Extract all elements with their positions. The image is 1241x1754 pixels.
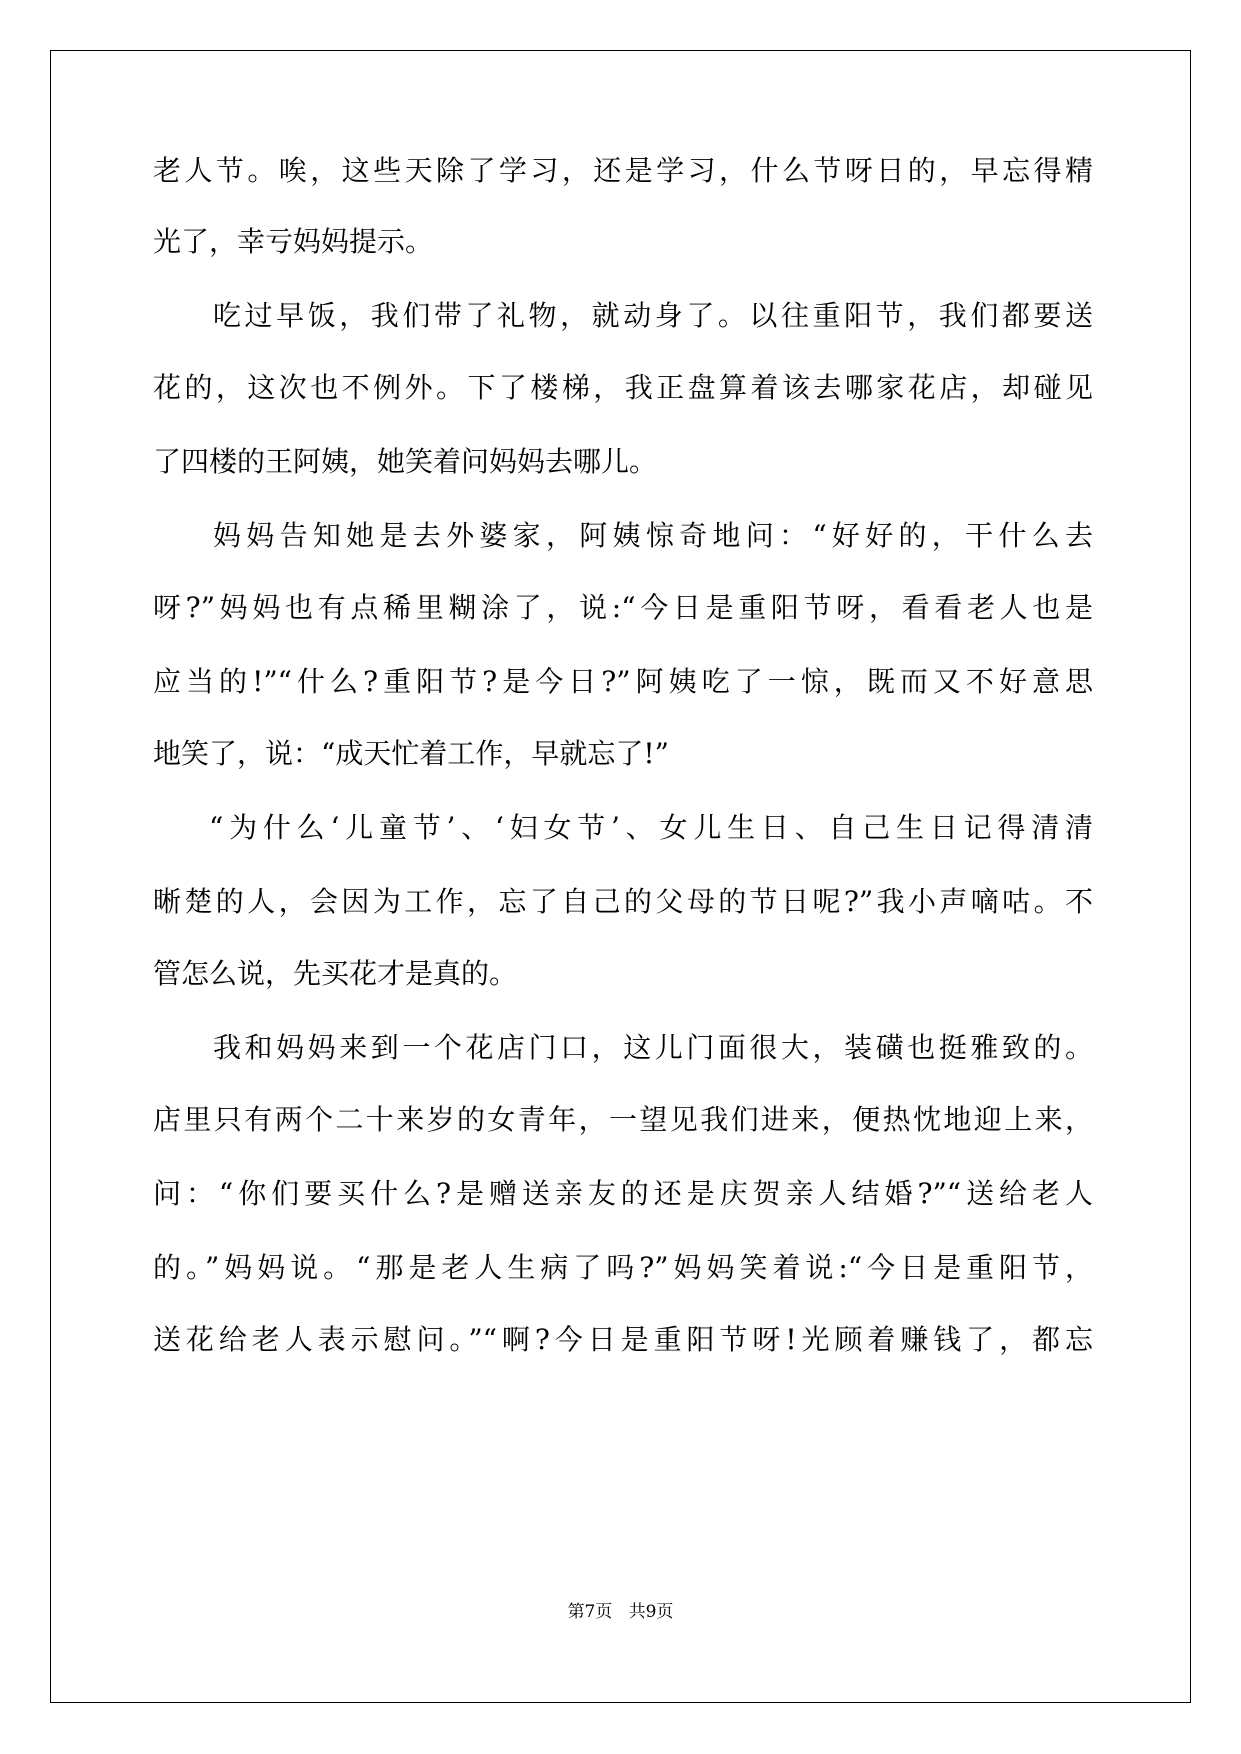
paragraph-line: 我和妈妈来到一个花店门口，这儿门面很大，装磺也挺雅致的。 [213,1031,1093,1064]
page-total: 共9页 [628,1602,674,1622]
paragraph-line: “为什么‘儿童节’、‘妇女节’、女儿生日、自己生日记得清清 [209,811,1093,844]
paragraph-line: 应当的!”“什么?重阳节?是今日?”阿姨吃了一惊，既而又不好意思 [153,665,1093,698]
paragraph-line: 管怎么说，先买花才是真的。 [153,957,518,990]
paragraph-line: 店里只有两个二十来岁的女青年，一望见我们进来，便热忱地迎上来， [153,1103,1093,1136]
paragraph-line: 老人节。唉，这些天除了学习，还是学习，什么节呀日的，早忘得精 [153,154,1093,187]
paragraph-line: 地笑了，说：“成天忙着工作，早就忘了!” [153,737,669,770]
page-number: 第7页 [567,1602,613,1622]
paragraph-line: 呀?”妈妈也有点稀里糊涂了，说:“今日是重阳节呀，看看老人也是 [153,591,1093,624]
paragraph-line: 吃过早饭，我们带了礼物，就动身了。以往重阳节，我们都要送 [213,299,1093,332]
paragraph-line: 花的，这次也不例外。下了楼梯，我正盘算着该去哪家花店，却碰见 [153,371,1093,404]
paragraph-line: 妈妈告知她是去外婆家，阿姨惊奇地问：“好好的，干什么去 [213,519,1093,552]
paragraph-line: 的。”妈妈说。“那是老人生病了吗?”妈妈笑着说:“今日是重阳节， [153,1251,1093,1284]
paragraph-line: 问：“你们要买什么?是赠送亲友的还是庆贺亲人结婚?”“送给老人 [153,1177,1093,1210]
paragraph-line: 送花给老人表示慰问。”“啊?今日是重阳节呀!光顾着赚钱了，都忘 [153,1323,1093,1356]
paragraph-line: 光了，幸亏妈妈提示。 [153,225,434,258]
paragraph-line: 了四楼的王阿姨，她笑着问妈妈去哪儿。 [153,445,658,478]
page-footer [0,1597,1241,1622]
paragraph-line: 晰楚的人，会因为工作，忘了自己的父母的节日呢?”我小声嘀咕。不 [153,885,1093,918]
